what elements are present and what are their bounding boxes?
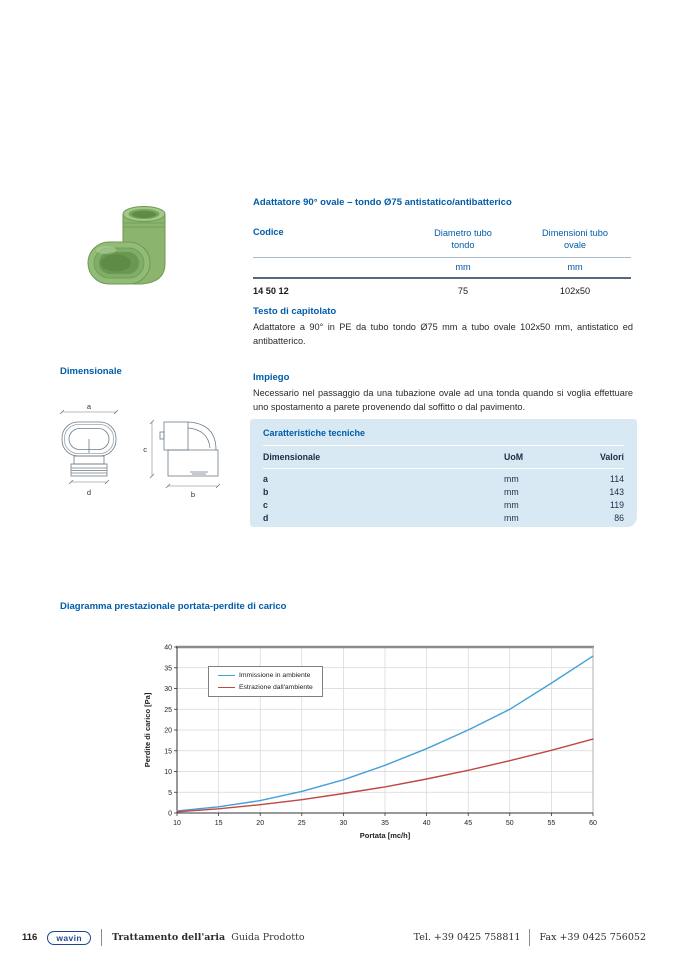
svg-text:0: 0 xyxy=(168,810,172,818)
tech-row-a: a mm 114 xyxy=(263,473,624,484)
page-number: 116 xyxy=(22,932,38,943)
caratteristiche-panel xyxy=(250,419,637,527)
tech-table-header xyxy=(263,446,624,469)
product-photo xyxy=(82,200,182,300)
dimensional-drawing xyxy=(52,398,237,506)
svg-text:55: 55 xyxy=(547,820,556,827)
legend-swatch-red xyxy=(218,687,235,688)
impiego-body: Necessario nel passaggio da una tubazione ovale ad una tonda quando si voglia effettuare uno spostamento a parete provenendo dal soffitto o dal pavimento. xyxy=(253,388,633,412)
svg-text:40: 40 xyxy=(164,644,172,652)
tech-col-valori: Valori xyxy=(600,452,624,462)
footer-subtitle: Guida Prodotto xyxy=(231,932,305,943)
codes-data-row xyxy=(253,279,631,296)
dimensioni-value: 102x50 xyxy=(559,285,591,296)
svg-text:50: 50 xyxy=(505,820,514,827)
svg-text:10: 10 xyxy=(173,820,181,827)
footer-titles xyxy=(112,932,305,943)
tech-col-uom: UoM xyxy=(504,452,524,462)
footer-tel: Tel. +39 0425 758811 xyxy=(413,932,521,943)
tech-row-d: d mm 86 xyxy=(263,512,624,523)
footer-fax: Fax +39 0425 756052 xyxy=(539,932,646,943)
footer-divider-left xyxy=(101,929,102,946)
testo-body: Adattatore a 90° in PE da tubo tondo Ø75 mm a tubo ovale 102x50 mm, antistatico ed antibatterico. xyxy=(253,322,633,346)
legend-estrazione: Estrazione dall'ambiente xyxy=(218,684,313,691)
footer-left xyxy=(22,929,305,946)
codes-units-row xyxy=(253,258,631,277)
tech-row-b: b mm 143 xyxy=(263,486,624,497)
legend-swatch-blue xyxy=(218,675,235,676)
svg-text:30: 30 xyxy=(339,820,348,827)
diagramma-heading: Diagramma prestazionale portata-perdite di carico xyxy=(60,601,287,612)
legend-immissione: Immissione in ambiente xyxy=(218,672,313,679)
codes-col-dimensioni: Dimensioni tubo ovale xyxy=(542,228,608,251)
dim-label-a: a xyxy=(86,402,92,411)
diametro-value: 75 xyxy=(457,285,469,296)
page-footer xyxy=(0,926,677,952)
svg-text:25: 25 xyxy=(297,820,306,827)
unit-mm-1: mm xyxy=(455,261,471,272)
svg-text:15: 15 xyxy=(214,820,223,827)
performance-chart xyxy=(138,635,608,847)
svg-text:Portata [mc/h]: Portata [mc/h] xyxy=(359,831,411,840)
svg-text:40: 40 xyxy=(422,820,431,827)
svg-text:30: 30 xyxy=(164,686,172,693)
tech-table-body xyxy=(263,472,624,524)
dim-label-d: d xyxy=(86,488,92,497)
svg-text:45: 45 xyxy=(464,820,473,827)
svg-text:60: 60 xyxy=(589,820,597,827)
svg-text:35: 35 xyxy=(164,665,172,673)
dimensionale-label: Dimensionale xyxy=(60,366,122,377)
svg-text:20: 20 xyxy=(164,727,172,735)
chart-legend xyxy=(208,666,323,697)
tech-col-dimensionale: Dimensionale xyxy=(263,452,321,462)
svg-text:25: 25 xyxy=(164,706,172,714)
product-title: Adattatore 90° ovale – tondo Ø75 antistatico/antibatterico xyxy=(253,197,512,208)
dim-label-b: b xyxy=(190,490,196,499)
footer-right xyxy=(414,929,646,946)
testo-di-capitolato-section xyxy=(253,306,633,349)
svg-text:35: 35 xyxy=(381,820,389,827)
tech-row-c: c mm 119 xyxy=(263,499,624,510)
svg-text:15: 15 xyxy=(164,748,172,756)
svg-text:10: 10 xyxy=(164,769,172,776)
wavin-logo: wavin xyxy=(47,931,91,945)
codes-col-codice: Codice xyxy=(253,227,284,237)
product-block xyxy=(253,197,631,296)
codes-table-header xyxy=(253,227,631,252)
impiego-heading: Impiego xyxy=(253,372,290,383)
code-value: 14 50 12 xyxy=(253,285,289,296)
svg-text:Perdite di carico [Pa]: Perdite di carico [Pa] xyxy=(143,692,152,768)
testo-heading: Testo di capitolato xyxy=(253,306,337,317)
dim-label-c: c xyxy=(143,445,147,454)
caratteristiche-title: Caratteristiche tecniche xyxy=(263,428,624,446)
svg-text:5: 5 xyxy=(168,789,172,797)
series-title: Trattamento dell'aria xyxy=(111,932,226,943)
codes-col-diametro: Diametro tubo tondo xyxy=(434,228,492,251)
svg-text:20: 20 xyxy=(256,820,265,827)
unit-mm-2: mm xyxy=(567,261,583,272)
impiego-section xyxy=(253,372,633,415)
footer-divider-right xyxy=(529,929,530,946)
